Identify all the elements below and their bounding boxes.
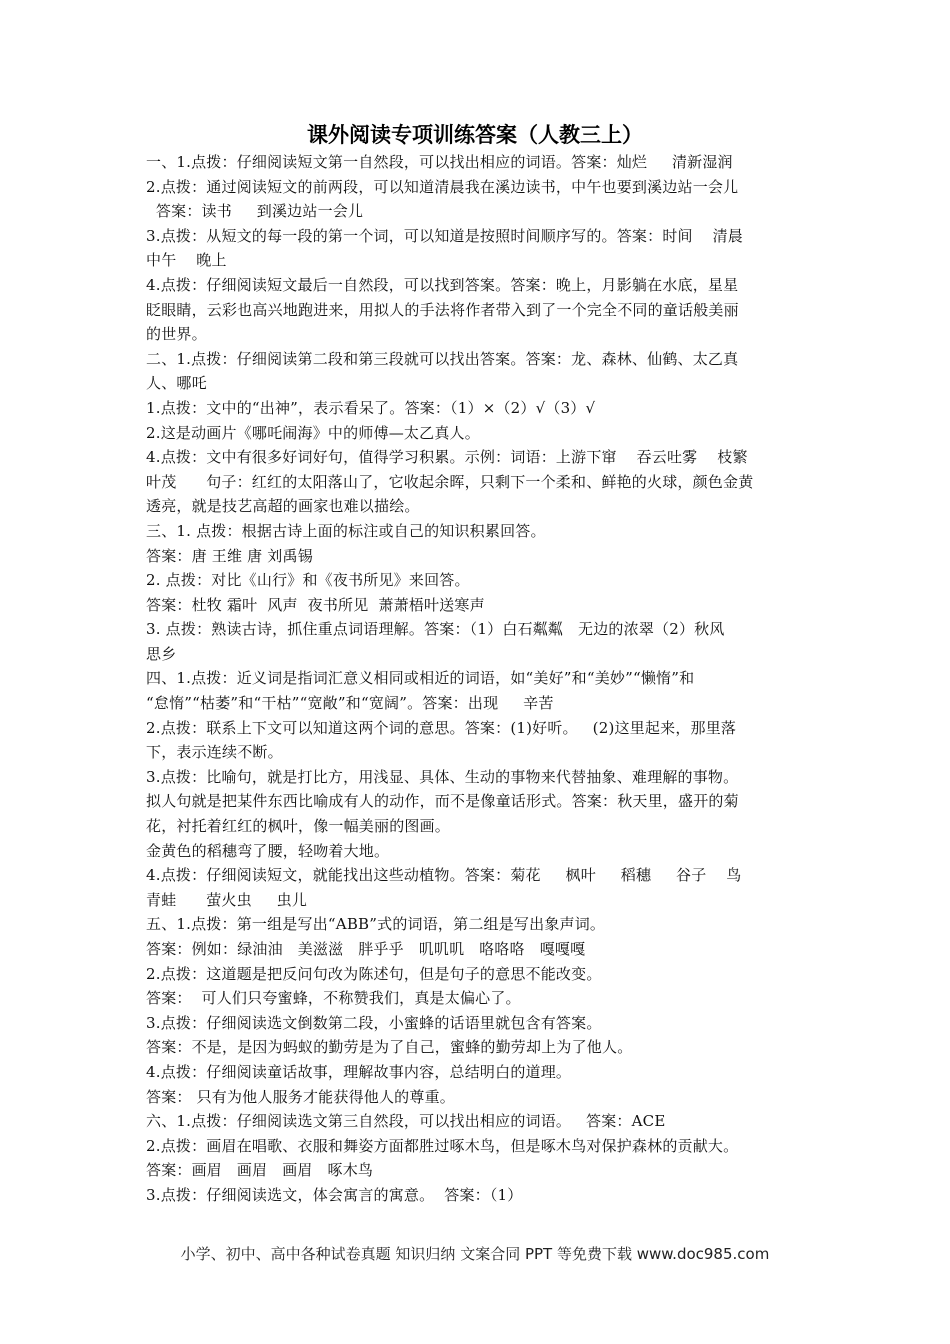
answer-line: 四、1.点拨：近义词是指词汇意义相同或相近的词语，如“美好”和“美妙”“懒惰”和 bbox=[146, 669, 695, 688]
answer-line: 4.点拨：仔细阅读童话故事，理解故事内容，总结明白的道理。 bbox=[146, 1062, 572, 1081]
answer-line: 二、1.点拨：仔细阅读第二段和第三段就可以找出答案。答案：龙、森林、仙鹤、太乙真 bbox=[146, 349, 739, 368]
answer-line: 思乡 bbox=[146, 644, 177, 663]
answer-line: 六、1.点拨：仔细阅读选文第三自然段，可以找出相应的词语。 答案：ACE bbox=[146, 1112, 666, 1131]
answer-line: 叶茂 句子：红红的太阳落山了，它收起余晖，只剩下一个柔和、鲜艳的火球，颜色金黄 bbox=[146, 472, 754, 491]
answer-line: 答案：唐 王维 唐 刘禹锡 bbox=[146, 546, 313, 565]
answer-line: 3.点拨：比喻句，就是打比方，用浅显、具体、生动的事物来代替抽象、难理解的事物。 bbox=[146, 767, 739, 786]
answer-line: “怠惰”“枯萎”和“干枯”“宽敞”和“宽阔”。答案：出现 辛苦 bbox=[146, 694, 554, 713]
answer-line: 2.点拨：这道题是把反问句改为陈述句，但是句子的意思不能改变。 bbox=[146, 964, 602, 983]
answer-line: 下，表示连续不断。 bbox=[146, 743, 283, 762]
answer-line: 3. 点拨：熟读古诗，抓住重点词语理解。答案：（1）白石粼粼 无边的浓翠（2）秋风 bbox=[146, 620, 725, 639]
answer-line: 4.点拨：仔细阅读短文最后一自然段，可以找到答案。答案：晚上，月影躺在水底，星星 bbox=[146, 275, 739, 294]
answer-line: 金黄色的稻穗弯了腰，轻吻着大地。 bbox=[146, 841, 390, 860]
answer-line: 花，衬托着红红的枫叶，像一幅美丽的图画。 bbox=[146, 817, 451, 836]
answer-line: 答案： 可人们只夸蜜蜂，不称赞我们，真是太偏心了。 bbox=[146, 989, 521, 1008]
answer-line: 3.点拨：仔细阅读选文，体会寓言的寓意。 答案：（1） bbox=[146, 1185, 523, 1204]
answer-line: 2.这是动画片《哪吒闹海》中的师傅—太乙真人。 bbox=[146, 423, 480, 442]
answer-line: 答案：读书 到溪边站一会儿 bbox=[146, 202, 364, 221]
answer-line: 的世界。 bbox=[146, 325, 207, 344]
answer-line: 五、1.点拨：第一组是写出“ABB”式的词语，第二组是写出象声词。 bbox=[146, 915, 606, 934]
answer-line: 眨眼睛，云彩也高兴地跑进来，用拟人的手法将作者带入到了一个完全不同的童话般美丽 bbox=[146, 300, 739, 319]
footer-text: 小学、初中、高中各种试卷真题 知识归纳 文案合同 PPT 等免费下载 www.doc985.com bbox=[180, 1245, 770, 1263]
answer-body bbox=[146, 150, 814, 1208]
answer-line: 4.点拨：仔细阅读短文，就能找出这些动植物。答案：菊花 枫叶 稻穗 谷子 鸟 bbox=[146, 866, 742, 885]
answer-line: 答案：杜牧 霜叶 风声 夜书所见 萧萧梧叶送寒声 bbox=[146, 595, 485, 614]
answer-line: 答案： 只有为他人服务才能获得他人的尊重。 bbox=[146, 1087, 455, 1106]
answer-line: 三、1. 点拨：根据古诗上面的标注或自己的知识积累回答。 bbox=[146, 521, 546, 540]
answer-line: 答案：不是，是因为蚂蚁的勤劳是为了自己，蜜蜂的勤劳却上为了他人。 bbox=[146, 1038, 633, 1057]
answer-line: 2.点拨：画眉在唱歌、衣服和舞姿方面都胜过啄木鸟，但是啄木鸟对保护森林的贡献大。 bbox=[146, 1136, 739, 1155]
answer-line: 人、哪吒 bbox=[146, 374, 207, 393]
answer-line: 2.点拨：通过阅读短文的前两段，可以知道清晨我在溪边读书，中午也要到溪边站一会儿 bbox=[146, 177, 739, 196]
document-title: 课外阅读专项训练答案（人教三上） bbox=[307, 123, 643, 147]
answer-line: 中午 晚上 bbox=[146, 251, 227, 270]
answer-line: 3.点拨：仔细阅读选文倒数第二段，小蜜蜂的话语里就包含有答案。 bbox=[146, 1013, 602, 1032]
answer-line: 3.点拨：从短文的每一段的第一个词，可以知道是按照时间顺序写的。答案：时间 清晨 bbox=[146, 226, 743, 245]
answer-line: 一、1.点拨：仔细阅读短文第一自然段，可以找出相应的词语。答案：灿烂 清新湿润 bbox=[146, 153, 733, 171]
answer-line: 1.点拨：文中的“出神”，表示看呆了。答案：（1）×（2）√（3）√ bbox=[146, 398, 596, 417]
answer-line: 4.点拨：文中有很多好词好句，值得学习积累。示例：词语：上游下窜 吞云吐雾 枝繁 bbox=[146, 448, 748, 467]
answer-line: 透亮，就是技艺高超的画家也难以描绘。 bbox=[146, 497, 420, 516]
answer-line: 拟人句就是把某件东西比喻成有人的动作，而不是像童话形式。答案：秋天里，盛开的菊 bbox=[146, 792, 739, 811]
answer-line: 答案：画眉 画眉 画眉 啄木鸟 bbox=[146, 1161, 374, 1180]
answer-line: 2.点拨：联系上下文可以知道这两个词的意思。答案：(1)好听。 (2)这里起来，那里落 bbox=[146, 718, 737, 737]
answer-line: 2. 点拨：对比《山行》和《夜书所见》来回答。 bbox=[146, 571, 470, 590]
answer-line: 青蛙 萤火虫 虫儿 bbox=[146, 890, 308, 909]
answer-line: 答案：例如：绿油油 美滋滋 胖乎乎 叽叽叽 咯咯咯 嘎嘎嘎 bbox=[146, 940, 586, 958]
